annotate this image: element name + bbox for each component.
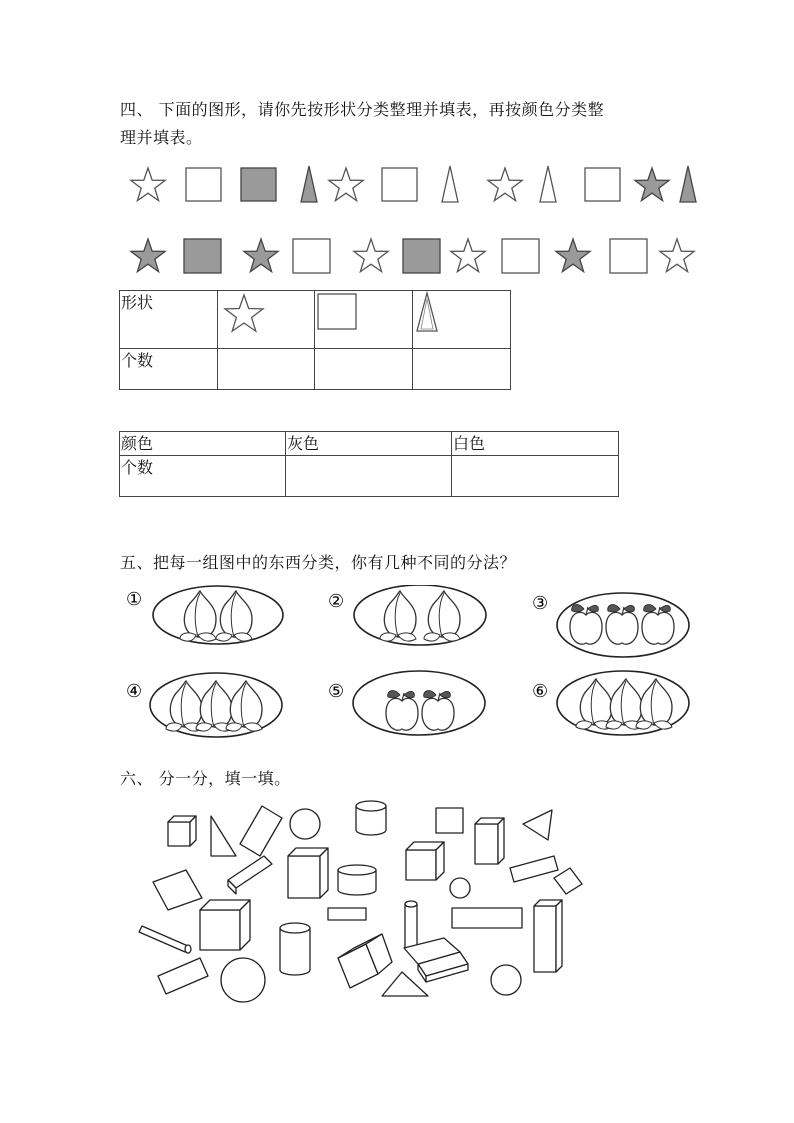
group-4-label: ④ (126, 681, 143, 702)
group-4 (126, 673, 282, 737)
star-white-icon (660, 239, 694, 272)
square-icon (315, 291, 375, 343)
star-white-icon (329, 168, 363, 201)
cylinder-icon (280, 923, 310, 975)
star-white-icon (488, 168, 522, 201)
shapes-row-2 (120, 234, 710, 280)
gray-column-label: 灰色 (287, 434, 320, 453)
square-icon (436, 808, 463, 833)
color-count-table (119, 431, 619, 497)
star-count-cell[interactable] (218, 349, 315, 390)
section6-title: 六、 分一分，填一填。 (120, 769, 291, 788)
square-count-cell[interactable] (315, 349, 413, 390)
square-white-icon (293, 239, 330, 273)
shapes-row-1 (120, 162, 710, 210)
triangle-gray-icon (680, 166, 696, 202)
rectangle-icon (240, 806, 282, 856)
square-white-icon (186, 168, 221, 201)
rectangle-icon (158, 958, 208, 994)
cylinder-icon (139, 926, 191, 953)
shape-count-label: 个数 (121, 351, 154, 370)
square-white-icon (382, 168, 417, 201)
square-icon (554, 868, 582, 894)
section4-title (120, 96, 604, 152)
circle-icon (450, 878, 470, 898)
group-5-label: ⑤ (328, 681, 345, 702)
group-3 (532, 593, 689, 657)
white-count-cell[interactable] (452, 456, 619, 497)
cuboid-icon (534, 900, 562, 972)
group-1-label: ① (126, 589, 143, 610)
fruit-groups (118, 585, 698, 755)
square-white-icon (502, 239, 539, 273)
group-1 (126, 586, 283, 644)
star-white-icon (354, 239, 388, 272)
square-gray-icon (241, 168, 276, 201)
group-2-label: ② (328, 591, 345, 612)
cylinder-icon (338, 865, 376, 895)
circle-icon (491, 965, 521, 995)
star-icon (218, 291, 278, 343)
color-count-label: 个数 (121, 458, 154, 477)
circle-icon (290, 809, 320, 839)
cylinder-icon (405, 901, 417, 951)
star-gray-icon (635, 168, 669, 201)
rectangle-icon (452, 908, 522, 928)
square-gray-icon (184, 239, 221, 273)
gray-count-cell[interactable] (286, 456, 452, 497)
triangle-icon (413, 291, 473, 343)
square-icon (153, 870, 202, 910)
cube-icon (168, 816, 196, 846)
cube-icon (200, 900, 250, 950)
white-column-label: 白色 (453, 434, 486, 453)
cube-icon (406, 842, 444, 880)
cuboid-icon (288, 848, 328, 898)
triangle-white-icon (540, 166, 556, 202)
star-white-icon (451, 239, 485, 272)
rectangle-icon (510, 856, 558, 882)
cuboid-icon (475, 818, 504, 864)
group-6-label: ⑥ (532, 681, 549, 702)
star-gray-icon (556, 239, 590, 272)
square-gray-icon (403, 239, 440, 273)
cylinder-icon (356, 801, 386, 835)
square-white-icon (610, 239, 647, 273)
section4-title-line2: 理并填表。 (120, 128, 203, 147)
shape-header-label: 形状 (121, 293, 154, 312)
group-6 (532, 671, 689, 735)
rectangle-icon (328, 908, 366, 920)
star-gray-icon (244, 239, 278, 272)
shape-cell-square (315, 291, 413, 349)
group-3-label: ③ (532, 593, 549, 614)
square-white-icon (585, 168, 620, 201)
triangle-icon (211, 816, 236, 856)
cube-icon (338, 934, 392, 988)
circle-icon (221, 958, 265, 1002)
triangle-gray-icon (301, 166, 317, 202)
solids-scatter (130, 798, 590, 1008)
star-white-icon (131, 168, 165, 201)
star-gray-icon (131, 239, 165, 272)
shape-cell-star (218, 291, 315, 349)
group-2 (328, 585, 486, 645)
color-header-label: 颜色 (121, 434, 154, 453)
triangle-count-cell[interactable] (413, 349, 511, 390)
cuboid-icon (228, 856, 272, 894)
shape-cell-triangle (413, 291, 511, 349)
shape-count-table (119, 290, 511, 390)
triangle-white-icon (442, 166, 458, 202)
triangle-icon (523, 810, 552, 840)
section4-title-line1: 四、 下面的图形，请你先按形状分类整理并填表，再按颜色分类整 (120, 100, 605, 119)
group-5 (328, 671, 485, 735)
section5-title: 五、把每一组图中的东西分类，你有几种不同的分法？ (120, 553, 517, 572)
